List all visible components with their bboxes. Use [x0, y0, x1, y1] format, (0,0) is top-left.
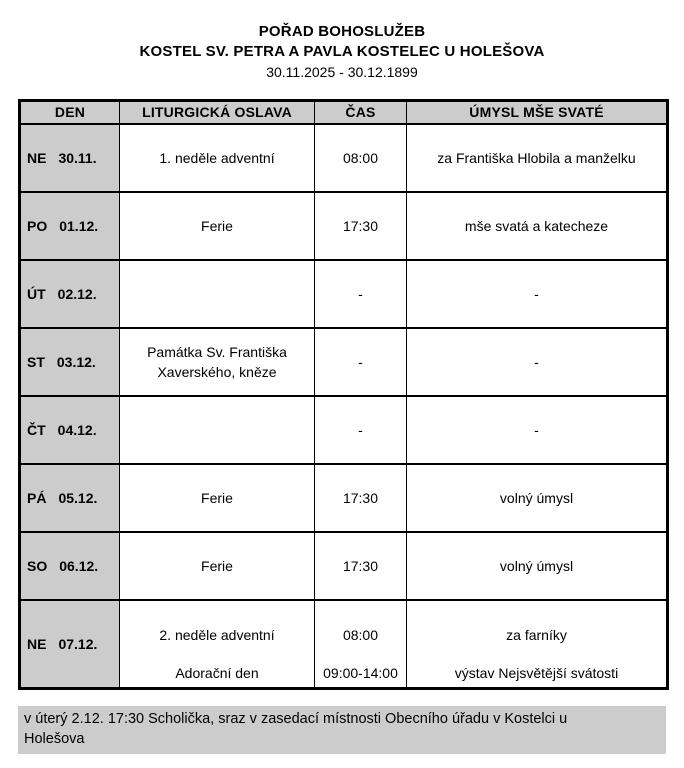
celebration-text: Památka Sv. Františka Xaverského, kněze: [147, 343, 287, 380]
celebration-cell: [120, 192, 315, 260]
doc-date-range: 30.11.2025 - 30.12.1899: [266, 64, 418, 80]
intention-cell: [407, 124, 668, 192]
celebration-cell: [120, 124, 315, 192]
table-row: [20, 192, 668, 260]
time-cell: [315, 124, 407, 192]
intention-text: mše svatá a katecheze: [464, 217, 609, 234]
day-date: 04.12.: [57, 421, 97, 438]
day-date: 01.12.: [59, 217, 99, 234]
table-row: [20, 532, 668, 600]
day-cell: [20, 396, 120, 464]
time-cell: [315, 260, 407, 328]
time-text: -: [358, 421, 363, 438]
day-cell: [20, 192, 120, 260]
intention-text: -: [534, 353, 539, 370]
column-header-umysl: ÚMYSL MŠE SVATÉ: [407, 101, 668, 124]
day-abbr: ČT: [27, 421, 46, 438]
day-cell: [20, 260, 120, 328]
intention-text: -: [534, 285, 539, 302]
time-text: 17:30: [342, 557, 379, 574]
table-row: [20, 396, 668, 464]
time-cell: [315, 192, 407, 260]
time-text: 17:30: [342, 217, 379, 234]
time-text: 09:00-14:00: [323, 664, 398, 681]
column-header-cas: ČAS: [315, 101, 407, 124]
intention-text: volný úmysl: [499, 557, 574, 574]
celebration-text: 2. neděle adventní: [159, 626, 275, 643]
day-date: 30.11.: [58, 149, 97, 166]
doc-title: POŘAD BOHOSLUŽEB: [258, 23, 426, 40]
day-cell: [20, 124, 120, 192]
intention-text: za farníky: [506, 626, 567, 643]
table-row: [20, 600, 668, 689]
title-block: [0, 0, 684, 82]
day-date: 07.12.: [58, 635, 98, 652]
footer-note-text: v úterý 2.12. 17:30 Scholička, sraz v zasedací místnosti Obecního úřadu v Kostelci u Holešova: [24, 710, 568, 747]
celebration-text: Ferie: [201, 557, 233, 574]
time-text: 08:00: [342, 626, 379, 643]
time-cell: [315, 328, 407, 396]
table-header-row: [20, 101, 668, 124]
table-row: [20, 328, 668, 396]
schedule-body: [20, 124, 668, 689]
day-date: 03.12.: [56, 353, 96, 370]
day-abbr: SO: [27, 557, 48, 574]
celebration-cell: [120, 532, 315, 600]
intention-cell: [407, 396, 668, 464]
day-abbr: NE: [27, 635, 47, 652]
day-cell: [20, 532, 120, 600]
schedule-table: [18, 99, 669, 690]
celebration-cell: [120, 464, 315, 532]
day-abbr: NE: [27, 149, 47, 166]
intention-cell: [407, 600, 668, 689]
table-row: [20, 124, 668, 192]
celebration-text: Ferie: [201, 217, 233, 234]
day-abbr: ST: [27, 353, 45, 370]
column-header-liturgicka-oslava: LITURGICKÁ OSLAVA: [120, 101, 315, 124]
day-cell: [20, 464, 120, 532]
intention-cell: [407, 328, 668, 396]
intention-cell: [407, 260, 668, 328]
time-text: -: [358, 285, 363, 302]
time-text: 17:30: [342, 489, 379, 506]
day-date: 02.12.: [57, 285, 97, 302]
time-cell: [315, 396, 407, 464]
intention-text: volný úmysl: [499, 489, 574, 506]
intention-cell: [407, 532, 668, 600]
time-text: -: [358, 353, 363, 370]
intention-text: výstav Nejsvětější svátosti: [454, 664, 619, 681]
intention-text: -: [534, 421, 539, 438]
celebration-cell: [120, 600, 315, 689]
day-cell: [20, 600, 120, 689]
column-header-den: DEN: [20, 101, 120, 124]
time-text: 08:00: [342, 149, 379, 166]
table-row: [20, 464, 668, 532]
time-cell: [315, 600, 407, 689]
table-row: [20, 260, 668, 328]
intention-cell: [407, 192, 668, 260]
day-abbr: ÚT: [27, 285, 46, 302]
time-cell: [315, 532, 407, 600]
doc-subtitle: KOSTEL SV. PETRA A PAVLA KOSTELEC U HOLEŠOVA: [139, 43, 545, 60]
celebration-text: Adorační den: [175, 664, 259, 681]
celebration-text: Ferie: [201, 489, 233, 506]
celebration-cell: [120, 260, 315, 328]
intention-text: za Františka Hlobila a manželku: [437, 149, 636, 166]
day-abbr: PO: [27, 217, 48, 234]
celebration-text: 1. neděle adventní: [159, 149, 275, 166]
celebration-cell: [120, 396, 315, 464]
day-date: 05.12.: [58, 489, 98, 506]
day-abbr: PÁ: [27, 489, 47, 506]
day-date: 06.12.: [59, 557, 99, 574]
day-cell: [20, 328, 120, 396]
time-cell: [315, 464, 407, 532]
celebration-cell: [120, 328, 315, 396]
footer-note: [18, 706, 666, 754]
intention-cell: [407, 464, 668, 532]
